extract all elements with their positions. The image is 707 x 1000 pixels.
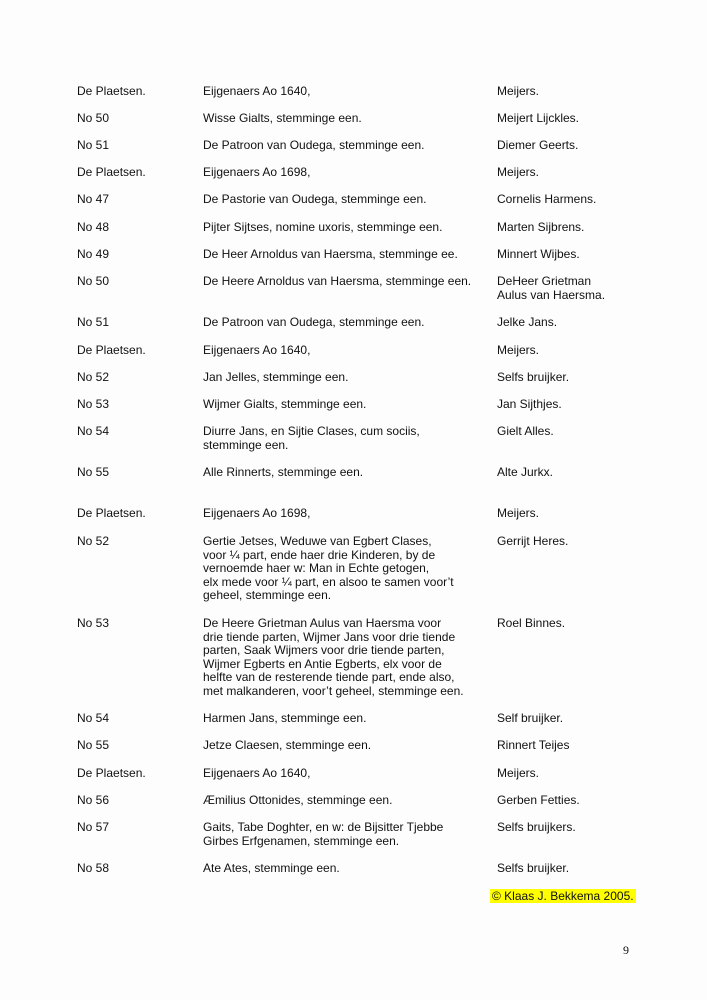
tenant-name	[497, 794, 647, 808]
owner-text-line: Pijter Sijtses, nomine uxoris, stemminge een.	[203, 220, 443, 234]
record-number: No 58	[77, 861, 110, 875]
record-number: No 48	[77, 220, 110, 234]
tenant-name	[497, 112, 647, 126]
tenant-text-line: Rinnert Teijes	[497, 738, 570, 752]
owner-description	[203, 398, 483, 412]
tenant-name	[497, 425, 647, 439]
tenant-name	[497, 248, 647, 262]
owner-description	[203, 193, 483, 207]
tenant-text-line: Marten Sijbrens.	[497, 220, 585, 234]
tenant-text-line: Meijers.	[497, 343, 540, 357]
owner-text-line: De Heer Arnoldus van Haersma, stemminge ee.	[203, 247, 458, 261]
owner-description	[203, 425, 483, 452]
tenant-name	[497, 821, 647, 835]
tenant-text-line: Roel Binnes.	[497, 616, 566, 630]
record-number: No 52	[77, 370, 110, 384]
tenant-name	[497, 221, 647, 235]
record-number: No 51	[77, 315, 110, 329]
owner-text-line: Harmen Jans, stemminge een.	[203, 711, 367, 725]
owner-text-line: Gaits, Tabe Doghter, en w: de Bijsitter Tjebbe	[203, 820, 444, 834]
owner-description	[203, 862, 483, 876]
tenant-text-line: Meijers.	[497, 165, 540, 179]
tenant-text-line: Jan Sijthjes.	[497, 397, 562, 411]
tenant-text-line: DeHeer Grietman	[497, 274, 592, 288]
owner-text-line: vernoemde haer w: Man in Echte getogen,	[203, 561, 430, 576]
tenant-text-line: Aulus van Haersma.	[497, 287, 606, 302]
owner-text-line: Eijgenaers Ao 1640,	[203, 343, 311, 357]
tenant-name	[497, 275, 647, 302]
owner-description	[203, 112, 483, 126]
owner-text-line: De Patroon van Oudega, stemminge een.	[203, 138, 425, 152]
tenant-text-line: Gerrijt Heres.	[497, 534, 569, 548]
owner-description	[203, 821, 483, 848]
owner-description	[203, 535, 483, 603]
owner-text-line: Ate Ates, stemminge een.	[203, 861, 340, 875]
tenant-text-line: Alte Jurkx.	[497, 465, 554, 479]
tenant-text-line: Gerben Fetties.	[497, 793, 580, 807]
tenant-name	[497, 398, 647, 412]
owner-text-line: Eijgenaers Ao 1640,	[203, 84, 311, 98]
owner-text-line: De Heere Arnoldus van Haersma, stemminge een.	[203, 274, 472, 288]
record-number: No 47	[77, 192, 110, 206]
owner-text-line: Wijmer Gialts, stemminge een.	[203, 397, 367, 411]
owner-text-line: helfte van de resterende tiende part, ende also,	[203, 670, 455, 685]
tenant-name	[497, 862, 647, 876]
owner-text-line: De Pastorie van Oudega, stemminge een.	[203, 192, 427, 206]
tenant-text-line: Meijers.	[497, 84, 540, 98]
owner-text-line: Eijgenaers Ao 1640,	[203, 766, 311, 780]
record-number: No 53	[77, 397, 110, 411]
owner-text-line: Æmilius Ottonides, stemminge een.	[203, 793, 393, 807]
record-number: No 55	[77, 465, 110, 479]
owner-description	[203, 166, 483, 180]
owner-description	[203, 316, 483, 330]
tenant-name	[497, 139, 647, 153]
owner-text-line: Gertie Jetses, Weduwe van Egbert Clases,	[203, 534, 432, 548]
owner-description	[203, 248, 483, 262]
owner-text-line: Eijgenaers Ao 1698,	[203, 506, 311, 520]
owner-text-line: stemminge een.	[203, 437, 289, 452]
owner-text-line: De Patroon van Oudega, stemminge een.	[203, 315, 425, 329]
tenant-name	[497, 85, 647, 99]
owner-text-line: Wijmer Egberts en Antie Egberts, elx voor de	[203, 656, 442, 671]
owner-text-line: Alle Rinnerts, stemminge een.	[203, 465, 364, 479]
tenant-text-line: Meijers.	[497, 766, 540, 780]
owner-description	[203, 617, 483, 699]
tenant-text-line: Jelke Jans.	[497, 315, 558, 329]
owner-text-line: drie tiende parten, Wijmer Jans voor drie tiende	[203, 629, 456, 644]
tenant-text-line: Gielt Alles.	[497, 424, 554, 438]
tenant-text-line: Meijers.	[497, 506, 540, 520]
tenant-name	[497, 344, 647, 358]
owner-text-line: Diurre Jans, en Sijtie Clases, cum sociis,	[203, 424, 420, 438]
owner-description	[203, 275, 483, 289]
tenant-name	[497, 166, 647, 180]
tenant-text-line: Cornelis Harmens.	[497, 192, 597, 206]
tenant-name	[497, 767, 647, 781]
record-number: De Plaetsen.	[77, 165, 146, 179]
record-number: No 54	[77, 424, 110, 438]
tenant-name	[497, 316, 647, 330]
record-number: No 50	[77, 111, 110, 125]
tenant-text-line: Minnert Wijbes.	[497, 247, 580, 261]
owner-description	[203, 712, 483, 726]
record-number: No 55	[77, 738, 110, 752]
owner-text-line: geheel, stemminge een.	[203, 588, 332, 603]
owner-description	[203, 85, 483, 99]
owner-text-line: parten, Saak Wijmers voor drie tiende parten,	[203, 643, 445, 658]
tenant-name	[497, 371, 647, 385]
owner-description	[203, 371, 483, 385]
tenant-name	[497, 535, 647, 549]
record-number: No 52	[77, 534, 110, 548]
owner-text-line: voor ¼ part, ende haer drie Kinderen, by de	[203, 547, 436, 562]
tenant-name	[497, 507, 647, 521]
record-number: No 49	[77, 247, 110, 261]
tenant-name	[497, 466, 647, 480]
tenant-text-line: Meijert Lijckles.	[497, 111, 580, 125]
owner-description	[203, 507, 483, 521]
owner-text-line: Jan Jelles, stemminge een.	[203, 370, 349, 384]
tenant-text-line: Selfs bruijkers.	[497, 820, 576, 834]
record-number: No 53	[77, 616, 110, 630]
tenant-text-line: Selfs bruijker.	[497, 370, 570, 384]
owner-text-line: met malkanderen, voor’t geheel, stemminge een.	[203, 683, 464, 698]
owner-text-line: Jetze Claesen, stemminge een.	[203, 738, 372, 752]
tenant-name	[497, 193, 647, 207]
owner-text-line: Eijgenaers Ao 1698,	[203, 165, 311, 179]
owner-description	[203, 794, 483, 808]
record-number: No 51	[77, 138, 110, 152]
record-number: No 56	[77, 793, 110, 807]
tenant-text-line: Diemer Geerts.	[497, 138, 579, 152]
owner-description	[203, 139, 483, 153]
record-number: De Plaetsen.	[77, 84, 146, 98]
owner-description	[203, 767, 483, 781]
record-number: De Plaetsen.	[77, 766, 146, 780]
owner-text-line: Wisse Gialts, stemminge een.	[203, 111, 362, 125]
tenant-name	[497, 739, 647, 753]
record-number: De Plaetsen.	[77, 506, 146, 520]
owner-description	[203, 344, 483, 358]
owner-text-line: De Heere Grietman Aulus van Haersma voor	[203, 616, 442, 630]
tenant-text-line: Self bruijker.	[497, 711, 564, 725]
owner-text-line: Girbes Erfgenamen, stemminge een.	[203, 833, 400, 848]
page-number: 9	[623, 943, 629, 957]
owner-description	[203, 221, 483, 235]
record-number: No 54	[77, 711, 110, 725]
copyright-notice: © Klaas J. Bekkema 2005.	[492, 889, 634, 903]
owner-description	[203, 466, 483, 480]
record-number: De Plaetsen.	[77, 343, 146, 357]
record-number: No 57	[77, 820, 110, 834]
owner-description	[203, 739, 483, 753]
tenant-text-line: Selfs bruijker.	[497, 861, 570, 875]
tenant-name	[497, 617, 647, 631]
owner-text-line: elx mede voor ¼ part, en alsoo te samen voor’t	[203, 574, 454, 589]
record-number: No 50	[77, 274, 110, 288]
tenant-name	[497, 712, 647, 726]
